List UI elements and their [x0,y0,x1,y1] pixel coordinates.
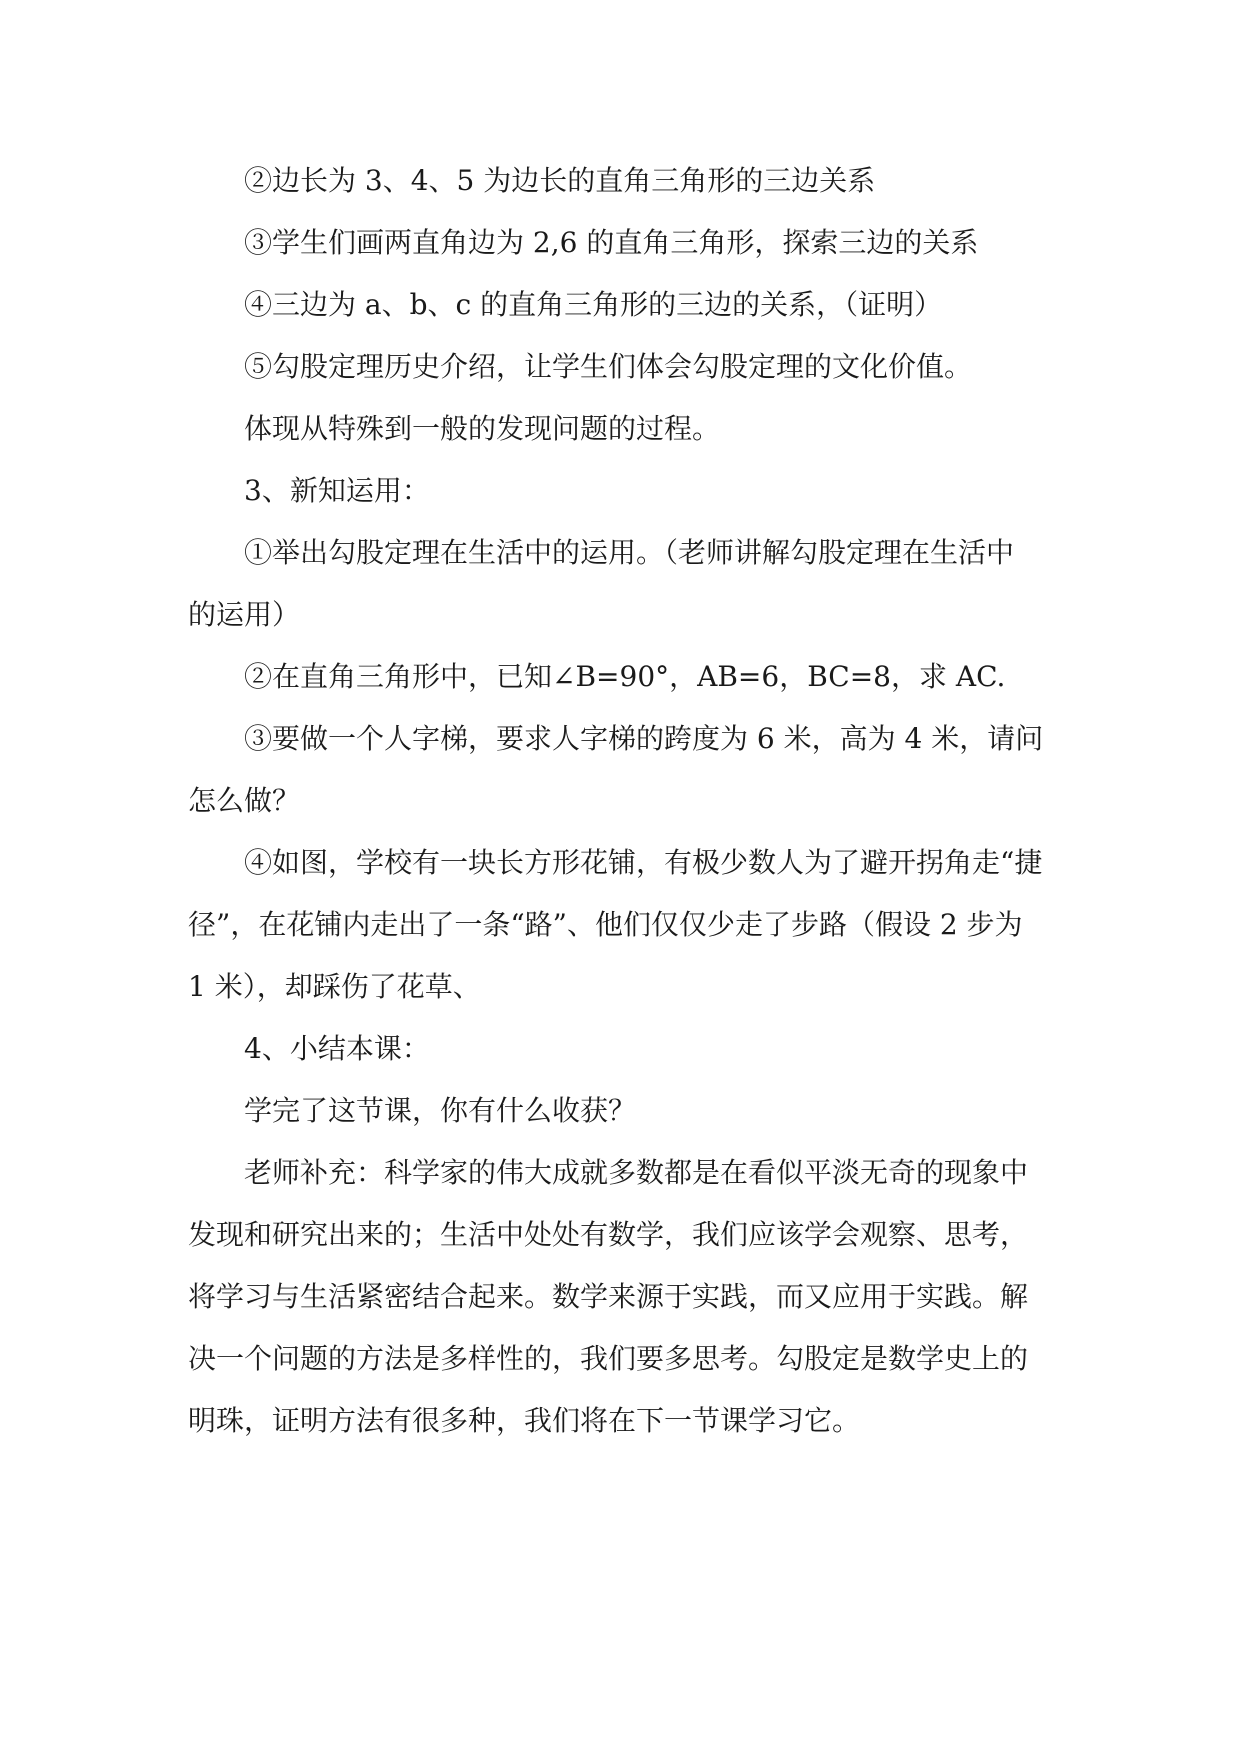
paragraph-item-4 [188,274,1063,336]
paragraph-application-2 [188,646,1063,708]
paragraph-item-5 [188,336,1063,398]
section-heading: 4、小结本课： [244,1032,430,1065]
paragraph-teacher-supplement [188,1142,1063,1452]
document-body [188,150,1063,1452]
paragraph-item-2 [188,150,1063,212]
paragraph-line: 体现从特殊到一般的发现问题的过程。 [244,412,721,445]
paragraph-line: ①举出勾股定理在生活中的运用。（老师讲解勾股定理在生活中 [244,536,1015,569]
paragraph-line: 决一个问题的方法是多样性的，我们要多思考。勾股定是数学史上的 [188,1342,1029,1375]
paragraph-line: 明珠，证明方法有很多种，我们将在下一节课学习它。 [188,1404,861,1437]
paragraph-summary-process [188,398,1063,460]
paragraph-question [188,1080,1063,1142]
paragraph-application-3 [188,708,1063,832]
paragraph-line: ③要做一个人字梯，要求人字梯的跨度为 6 米，高为 4 米，请问 [244,722,1044,755]
paragraph-line: ②在直角三角形中，已知∠B=90°，AB=6，BC=8，求 AC. [244,660,1006,693]
paragraph-line: ②边长为 3、4、5 为边长的直角三角形的三边关系 [244,164,876,197]
paragraph-line: 1 米），却踩伤了花草、 [188,970,481,1003]
paragraph-line: 老师补充：科学家的伟大成就多数都是在看似平淡无奇的现象中 [244,1156,1029,1189]
paragraph-line: 学完了这节课，你有什么收获？ [244,1094,637,1127]
paragraph-line: ④三边为 a、b、c 的直角三角形的三边的关系，（证明） [244,288,943,321]
section-heading-4 [188,1018,1063,1080]
paragraph-application-4 [188,832,1063,1018]
section-heading: 3、新知运用： [244,474,430,507]
paragraph-line: 发现和研究出来的；生活中处处有数学，我们应该学会观察、思考， [188,1218,1029,1251]
paragraph-line: ③学生们画两直角边为 2,6 的直角三角形，探索三边的关系 [244,226,979,259]
section-heading-3 [188,460,1063,522]
paragraph-line: ⑤勾股定理历史介绍，让学生们体会勾股定理的文化价值。 [244,350,973,383]
paragraph-application-1 [188,522,1063,646]
paragraph-line: ④如图，学校有一块长方形花铺，有极少数人为了避开拐角走“捷 [244,846,1043,879]
paragraph-line: 的运用） [188,598,301,631]
paragraph-line: 径”，在花铺内走出了一条“路”、他们仅仅少走了步路（假设 2 步为 [188,908,1023,941]
paragraph-item-3 [188,212,1063,274]
paragraph-line: 怎么做？ [188,784,301,817]
paragraph-line: 将学习与生活紧密结合起来。数学来源于实践，而又应用于实践。解 [188,1280,1029,1313]
